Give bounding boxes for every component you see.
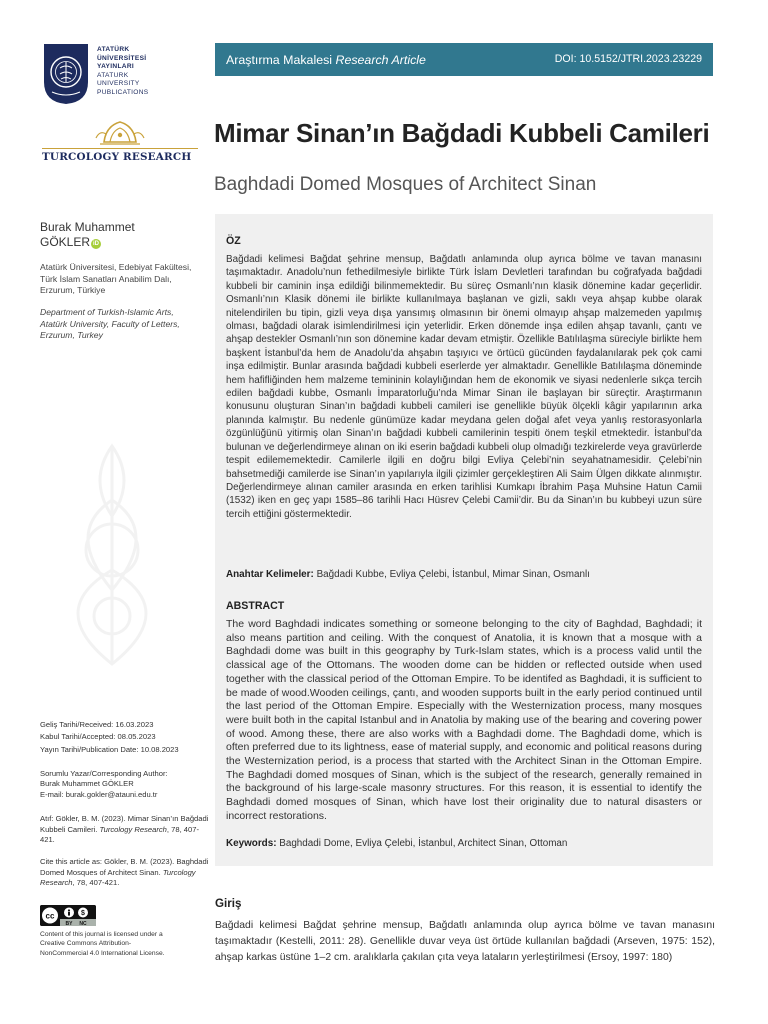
svg-text:cc: cc — [45, 911, 55, 921]
citation-tr: Atıf: Gökler, B. M. (2023). Mimar Sinan’ın Bağdadi Kubbeli Camileri. Turcology Research, 78, 407-421. — [40, 814, 209, 845]
svg-text:BY: BY — [65, 921, 73, 926]
university-seal-icon — [40, 42, 92, 106]
svg-text:$: $ — [81, 910, 85, 917]
article-title: Mimar Sinan’ın Bağdadi Kubbeli Camileri — [214, 118, 710, 148]
journal-logo — [40, 118, 200, 166]
corresponding-author: Sorumlu Yazar/Corresponding Author: Burak Muhammet GÖKLER E-mail: burak.gokler@atauni.edu.tr — [40, 769, 210, 800]
doi-link[interactable]: DOI: 10.5152/JTRI.2023.23229 — [554, 53, 702, 65]
affiliation-en: Department of Turkish-Islamic Arts, Atatürk University, Faculty of Letters, Erzurum, Turkey — [40, 307, 180, 341]
article-type: Araştırma Makalesi Research Article — [226, 53, 426, 67]
article-type-banner — [215, 43, 713, 76]
orcid-icon[interactable]: iD — [93, 241, 100, 247]
publisher-logo — [40, 42, 158, 106]
abstract-text: The word Baghdadi indicates something or someone belonging to the city of Baghdad, Baghdadi; it also means partition and ceiling. With the conquest of Anatolia, it is known that a mosque with a Baghdadi dome was built in this geography by Turk-Islam states, which is a process valid until the classical age of the Ottomans. The wooden dome can be hidden or reflected outside when used together with the classical period of the Ottoman Empire. To be identifed as Baghdadi, it is sufficient to be made of wood.Wooden ceilings, çantı, and wooden supports built in the early period continued until the last period of the Ottoman Empire. Especially with the Westernization process, many mosques were built both in the capital Istanbul and in Anatolia by making use of the bearing and covering power of wood. Among these, there are also works with a Baghdadi dome. The Baghdadi dome, which is often preferred due to its lightness, ease of material supply, and economic and political reasons during the Westernization period, is a process that started with the Architect Sinan in the Ottoman Empire. The Baghdadi domed mosques of Sinan, which is the subject of the research, generally remained in the background of his large-scale masonry structures. For this reason, it is essential to identify the Baghdadi domed mosques of Sinan, which have lost their originality due to natural disasters or incorrect restorations. — [226, 618, 702, 822]
abstract-box — [215, 214, 713, 866]
publication-date: Yayın Tarihi/Publication Date: 10.08.2023 — [40, 744, 179, 754]
svg-text:NC: NC — [79, 921, 87, 926]
oz-text: Bağdadi kelimesi Bağdat şehrine mensup, Bağdatlı anlamında olup ayrıca bölme ve tavan manasını taşımaktadır. Anadolu’nun fethedilmesiyle birlikte Türk İslam Devletleri tarafından bu coğrafyada bağdadi kubbeli bir caminin inşa edildiği bilinmemektedir. Bu süreç Osmanlı’nın klasik dönemine kadar geçerlidir. Osmanlı’nın Klasik dönemi ile birlikte kullanılmaya başlanan ve gizli, saklı veya ahşap kubbe olarak nitelendirilen bu tipin, gizli veya dışa yansımış olmasının bir önemi olmayıp ahşap malzemeden yapılmış olması, bağdadi olarak isimlendirilmesi için yeterlidir. Erken dönemde inşa edilen ahşap tavanlı, çantı ve ahşap destekler Osmanlı’nın son dönemine kadar devam etmiştir. Özellikle Batılılaşma süreciyle birlikte hem başkent İstanbul’da hem de Anadolu’da ahşabın taşıyıcı ve örtücü gücünden faydalanılarak pek çok cami inşa edilmiştir. Bunlar arasında bağdadi kubbeli eserlerde yer almaktadır. Genellikle Batılılaşma döneminde hem hafifliğinden hem malzeme temininin kolaylığından hem de ekonomik ve siyasi nedenlerle sıkça tercih edilen bağdadi kubbe, Osmanlı İmparatorluğu’nda Mimar Sinan ile başlayan bir süreçtir. Araştırmanın konusunu oluşturan Sinan’ın bağdadi kubbeli camileri ise genellikle büyük ölçekli kâgir yapılarının arka planında kalmıştır. Bu nedenle günümüze kadar meydana gelen doğal afet veya yanlış restorasyonlarla özgünlüğünü yitirmiş olan Sinan’ın bağdadi kubbeli camilerinin tespiti önem teşkil etmektedir. İstanbul’da bulunan ve değerlendirmeye alınan on iki eserin bağdadi kubbeli olup olmadığı tezkirelerde veya gravürlerde tespit edilememektedir. Camilerle ilgili en doğru bilgi Evliya Çelebi’nin seyahatnamesidir. Çelebi’nin bahsetmediği camilerde ise Sinan’ın yapılarıyla ilgili çizimler gerçekleştiren Ali Saim Ülgen dikkate alınmıştır. Değerlendirmeye alınan camiler arasında en erken tarihlisi Kumkapı İbrahim Paşa Muhsine Hatun Camii (1532) iken en geç yapı 1585–86 tarihli Hacı Hüsrev Çelebi Camii’dir. Bu da Sinan’ın bu kubbeyi uzun süre tercih ettiğini göstermektedir. — [226, 254, 702, 520]
received-date: Geliş Tarihi/Received: 16.03.2023 — [40, 720, 154, 729]
article-subtitle: Baghdadi Domed Mosques of Architect Sinan — [214, 174, 597, 195]
author-name: Burak Muhammet GÖKLER iD — [40, 220, 135, 249]
ornament-watermark-icon — [40, 440, 185, 670]
accepted-date: Kabul Tarihi/Accepted: 08.05.2023 — [40, 732, 156, 742]
abstract-heading: ABSTRACT — [226, 600, 285, 612]
ornament-icon — [40, 118, 200, 148]
citation-en: Cite this article as: Gökler, B. M. (2023). Baghdadi Domed Mosques of Architect Sinan. Turcology Research, 78, 407-421. — [40, 857, 209, 888]
oz-heading: ÖZ — [226, 235, 241, 247]
oz-keywords: Anahtar Kelimeler: Bağdadi Kubbe, Evliya Çelebi, İstanbul, Mimar Sinan, Osmanlı — [226, 569, 590, 580]
author-email[interactable]: E-mail: burak.gokler@atauni.edu.tr — [40, 789, 158, 799]
giris-text: Bağdadi kelimesi Bağdat şehrine mensup, Bağdatlı anlamında olup ayrıca bölme ve tavan manasını taşımaktadır (Kestelli, 2011: 28). Genellikle duvar veya üst örtüde kullanılan bağdadi (Arseven, 1975: 152), ahşap karkas üstüne 1–2 cm. aralıklarla çakılan çıta veya lataların yerleştirilmesi (Ersoy, 1997: 180) — [215, 920, 715, 963]
article-dates — [40, 719, 205, 756]
section-heading-giris: Giriş — [215, 897, 242, 910]
cc-by-nc-icon — [40, 905, 96, 926]
abstract-keywords: Keywords: Baghdadi Dome, Evliya Çelebi, İstanbul, Architect Sinan, Ottoman — [226, 838, 568, 849]
affiliation-tr: Atatürk Üniversitesi, Edebiyat Fakültesi, Türk İslam Sanatları Anabilim Dalı, Erzurum, Türkiye — [40, 262, 192, 296]
license-text: Content of this journal is licensed under a Creative Commons Attribution-NonCommercial 4.0 International License. — [40, 931, 165, 957]
journal-title: TURCOLOGY RESEARCH — [42, 151, 192, 163]
publisher-name: ATATÜRK ÜNİVERSİTESİ YAYINLARI ATATURK UNIVERSITY PUBLICATIONS — [97, 46, 149, 96]
creative-commons-badge[interactable] — [40, 905, 96, 926]
